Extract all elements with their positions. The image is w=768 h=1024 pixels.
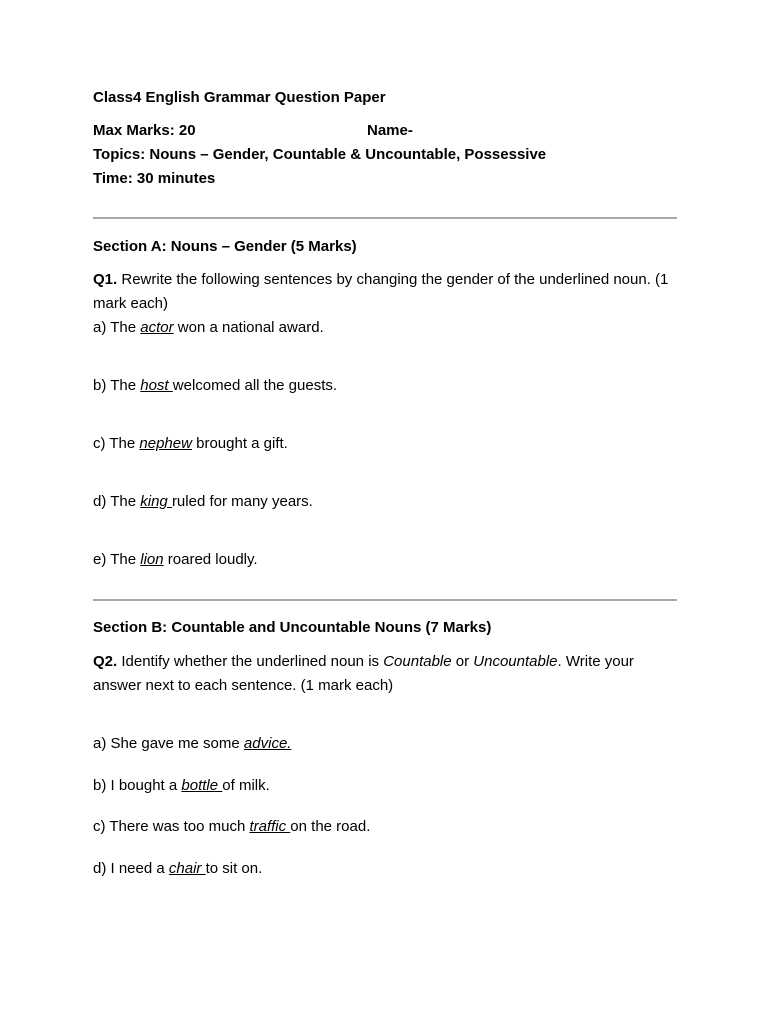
section-b-title: Section B: Countable and Uncountable Nouns (7 Marks) — [93, 619, 492, 636]
question-1-text: Rewrite the following sentences by changing the gender of the underlined noun. (1 mark each) — [93, 271, 669, 312]
underlined-noun: chair — [168, 860, 206, 877]
underlined-noun: advice. — [243, 735, 292, 752]
paper-title: Class4 English Grammar Question Paper — [93, 89, 386, 106]
countable-term: Countable — [383, 653, 452, 670]
list-item: c) The nephew brought a gift. — [93, 435, 288, 452]
underlined-noun: king — [140, 493, 172, 510]
marks-name-row — [93, 119, 677, 143]
underlined-noun: nephew — [139, 435, 192, 452]
max-marks: Max Marks: 20 — [93, 122, 196, 139]
list-item: b) I bought a bottle of milk. — [93, 777, 270, 794]
name-label: Name- — [367, 122, 413, 139]
underlined-noun: lion — [140, 551, 164, 568]
uncountable-term: Uncountable — [473, 653, 558, 670]
question-1-label: Q1. — [93, 271, 118, 288]
section-a-title: Section A: Nouns – Gender (5 Marks) — [93, 238, 357, 255]
list-item: a) The actor won a national award. — [93, 319, 324, 336]
underlined-noun: traffic — [249, 818, 291, 835]
list-item: c) There was too much traffic on the road. — [93, 818, 371, 835]
underlined-noun: host — [140, 377, 173, 394]
question-2: Q2. Identify whether the underlined noun is Countable or Uncountable. Write your answer next to each sentence. (1 mark each) — [93, 653, 634, 694]
underlined-noun: bottle — [181, 777, 223, 794]
question-2-label: Q2. — [93, 653, 118, 670]
topics: Topics: Nouns – Gender, Countable & Uncountable, Possessive — [93, 146, 547, 163]
list-item: d) I need a chair to sit on. — [93, 860, 263, 877]
question-paper — [93, 86, 677, 881]
list-item: e) The lion roared loudly. — [93, 551, 258, 568]
underlined-noun: actor — [140, 319, 174, 336]
list-item: d) The king ruled for many years. — [93, 493, 313, 510]
question-1 — [93, 268, 677, 316]
list-item: b) The host welcomed all the guests. — [93, 377, 338, 394]
time: Time: 30 minutes — [93, 170, 216, 187]
list-item: a) She gave me some advice. — [93, 735, 292, 752]
